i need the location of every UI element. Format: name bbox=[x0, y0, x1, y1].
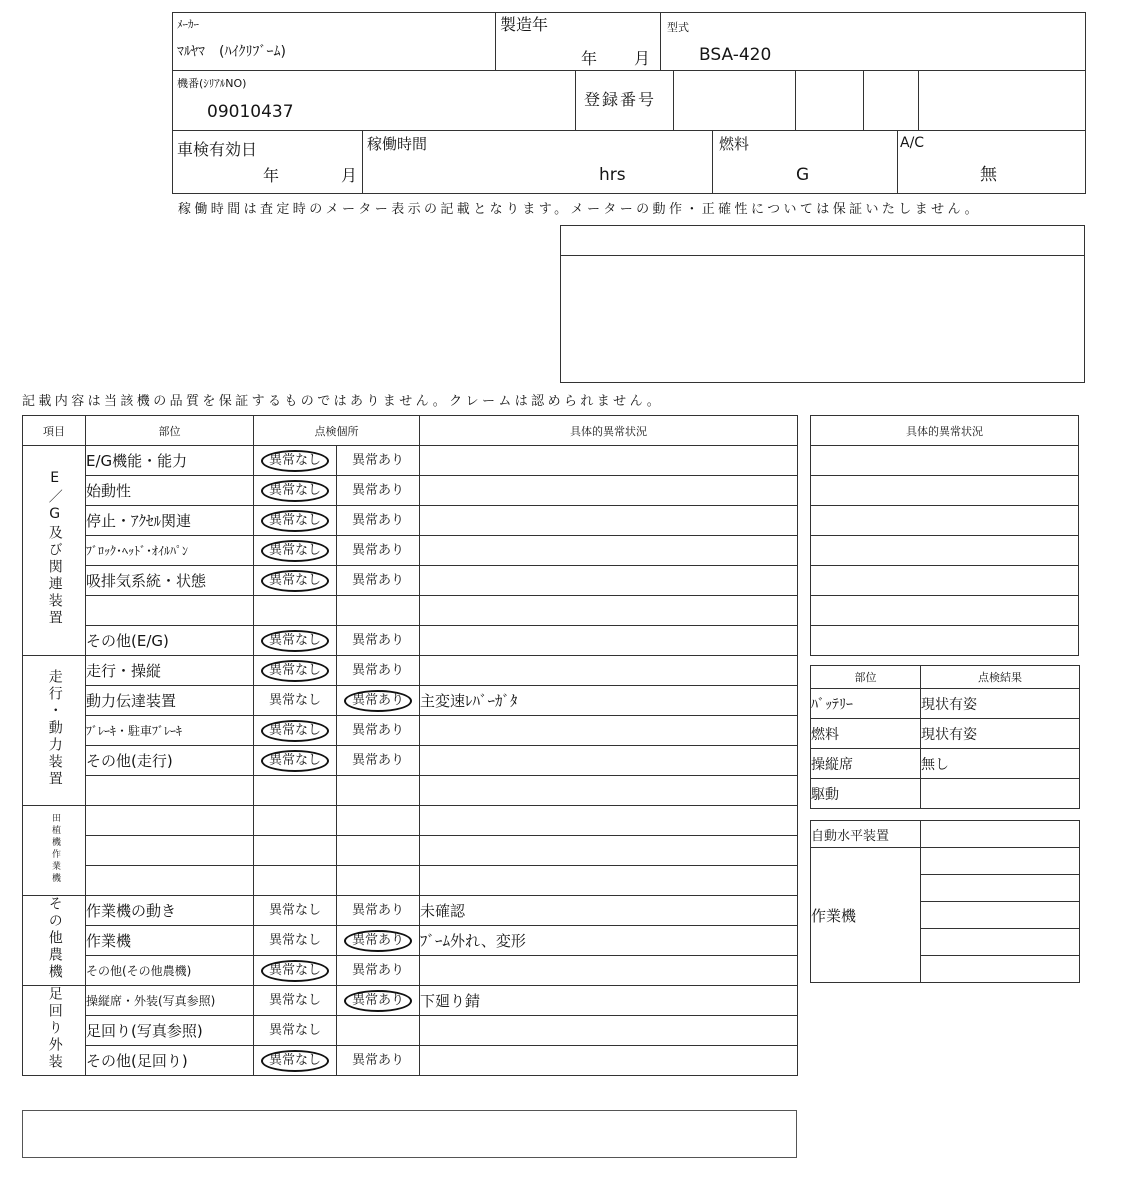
notes-box-divider bbox=[561, 255, 1084, 256]
check-results-table bbox=[810, 665, 1080, 809]
model-cell bbox=[661, 13, 1086, 71]
issue-cell bbox=[337, 896, 420, 926]
part-cell: 操縦席・外装(写真参照) bbox=[86, 986, 254, 1016]
detail-cell bbox=[420, 656, 798, 686]
header-row-2 bbox=[173, 71, 1086, 131]
auto-level-value bbox=[921, 821, 1080, 848]
part-cell: その他(その他農機) bbox=[86, 956, 254, 986]
registration-value-cell bbox=[796, 71, 864, 131]
part-cell: その他(足回り) bbox=[86, 1046, 254, 1076]
group-label-cell bbox=[23, 806, 86, 896]
issue-cell bbox=[337, 986, 420, 1016]
header-row-3 bbox=[173, 131, 1086, 194]
registration-value-cell bbox=[919, 71, 1086, 131]
inspection-table-body bbox=[23, 446, 798, 1076]
header-row-1 bbox=[173, 13, 1086, 71]
table-row bbox=[23, 716, 798, 746]
no-issue-cell bbox=[254, 506, 337, 536]
fuel-unit: G bbox=[796, 165, 810, 185]
part-cell: 動力伝達装置 bbox=[86, 686, 254, 716]
no-issue-cell bbox=[254, 626, 337, 656]
issue-cell bbox=[337, 476, 420, 506]
check-result: 現状有姿 bbox=[921, 689, 1080, 719]
work-machine-cell bbox=[921, 848, 1080, 875]
part-cell: 停止・ｱｸｾﾙ関連 bbox=[86, 506, 254, 536]
disclaimer: 記載内容は当該機の品質を保証するものではありません。クレームは認められません。 bbox=[22, 394, 664, 409]
no-issue-cell bbox=[254, 686, 337, 716]
issue-mark: 異常あり bbox=[351, 512, 404, 528]
part-cell: 作業機の動き bbox=[86, 896, 254, 926]
inspection-table-header bbox=[23, 416, 798, 446]
no-issue-cell bbox=[254, 716, 337, 746]
check-part: 駆動 bbox=[811, 779, 921, 809]
no-issue-mark: 異常なし bbox=[261, 480, 329, 502]
issue-cell bbox=[337, 656, 420, 686]
group-label: 田植機作業機 bbox=[49, 812, 60, 885]
no-issue-mark: 異常なし bbox=[268, 902, 321, 918]
table-row bbox=[23, 896, 798, 926]
no-issue-cell bbox=[254, 836, 337, 866]
issue-mark: 異常あり bbox=[351, 572, 404, 588]
manufacture-year-cell bbox=[496, 13, 661, 71]
detail-cell bbox=[420, 536, 798, 566]
inspection-year-unit: 年 bbox=[263, 166, 280, 185]
detail-cell bbox=[420, 806, 798, 836]
detail-cell bbox=[420, 626, 798, 656]
detail-cell bbox=[420, 596, 798, 626]
issue-mark: 異常あり bbox=[351, 752, 404, 768]
inspection-month-unit: 月 bbox=[341, 166, 358, 185]
issue-mark: 異常あり bbox=[351, 632, 404, 648]
issue-cell bbox=[337, 506, 420, 536]
part-cell: 吸排気系統・状態 bbox=[86, 566, 254, 596]
inspection-table bbox=[22, 415, 798, 1076]
serial-label: 機番(ｼﾘｱﾙNO) bbox=[177, 77, 247, 90]
table-row bbox=[23, 476, 798, 506]
detail-cell: ﾌﾞｰﾑ外れ、変形 bbox=[420, 926, 798, 956]
inspection-date-label: 車検有効日 bbox=[177, 140, 258, 159]
no-issue-cell bbox=[254, 446, 337, 476]
table-row bbox=[23, 986, 798, 1016]
header-item: 項目 bbox=[23, 416, 86, 446]
issue-mark: 異常あり bbox=[344, 690, 412, 712]
issue-cell bbox=[337, 626, 420, 656]
detail-cell: 下廻り錆 bbox=[420, 986, 798, 1016]
manufacture-year-label: 製造年 bbox=[500, 15, 549, 34]
detail-cell bbox=[420, 746, 798, 776]
no-issue-mark: 異常なし bbox=[261, 510, 329, 532]
issue-mark: 異常あり bbox=[351, 722, 404, 738]
no-issue-cell bbox=[254, 566, 337, 596]
work-machine-cell bbox=[921, 956, 1080, 983]
no-issue-cell bbox=[254, 536, 337, 566]
detail-cell bbox=[420, 956, 798, 986]
detail-cell bbox=[420, 1046, 798, 1076]
work-machine-table bbox=[810, 820, 1080, 983]
work-machine-cell bbox=[921, 875, 1080, 902]
part-cell: ﾌﾞﾚｰｷ・駐車ﾌﾞﾚｰｷ bbox=[86, 716, 254, 746]
check-results-header-part: 部位 bbox=[811, 666, 921, 689]
manufacture-month-unit: 月 bbox=[634, 49, 651, 68]
issue-cell bbox=[337, 926, 420, 956]
detail-cell bbox=[420, 866, 798, 896]
issue-mark: 異常あり bbox=[351, 1052, 404, 1068]
side-detail-cell bbox=[811, 506, 1079, 536]
detail-cell bbox=[420, 476, 798, 506]
side-detail-cell bbox=[811, 566, 1079, 596]
group-label: その他農機 bbox=[46, 896, 63, 981]
issue-cell bbox=[337, 746, 420, 776]
check-result: 無し bbox=[921, 749, 1080, 779]
no-issue-mark: 異常なし bbox=[261, 540, 329, 562]
check-results-header-result: 点検結果 bbox=[921, 666, 1080, 689]
side-detail-header: 具体的異常状況 bbox=[811, 416, 1079, 446]
no-issue-cell bbox=[254, 596, 337, 626]
no-issue-mark: 異常なし bbox=[268, 932, 321, 948]
check-result bbox=[921, 779, 1080, 809]
no-issue-cell bbox=[254, 476, 337, 506]
table-row bbox=[23, 656, 798, 686]
table-row bbox=[23, 866, 798, 896]
fuel-label: 燃料 bbox=[719, 135, 750, 153]
side-detail-cell bbox=[811, 536, 1079, 566]
issue-cell bbox=[337, 566, 420, 596]
check-part: 燃料 bbox=[811, 719, 921, 749]
work-machine-cell bbox=[921, 902, 1080, 929]
issue-mark: 異常あり bbox=[351, 482, 404, 498]
operating-hours-label: 稼働時間 bbox=[367, 135, 428, 153]
side-detail-cell bbox=[811, 476, 1079, 506]
manufacture-year-unit: 年 bbox=[581, 49, 598, 68]
serial-value: 09010437 bbox=[207, 102, 294, 122]
operating-hours-unit: hrs bbox=[599, 165, 626, 185]
no-issue-mark: 異常なし bbox=[268, 992, 321, 1008]
work-machine-label: 作業機 bbox=[811, 848, 921, 983]
work-machine-cell bbox=[921, 929, 1080, 956]
serial-cell bbox=[173, 71, 576, 131]
no-issue-mark: 異常なし bbox=[261, 660, 329, 682]
ac-value: 無 bbox=[980, 165, 997, 185]
part-cell bbox=[86, 596, 254, 626]
table-row bbox=[23, 746, 798, 776]
registration-value-cell bbox=[674, 71, 796, 131]
table-row bbox=[23, 956, 798, 986]
part-cell: 始動性 bbox=[86, 476, 254, 506]
table-row bbox=[23, 566, 798, 596]
group-label-cell bbox=[23, 896, 86, 986]
part-cell: E/G機能・能力 bbox=[86, 446, 254, 476]
no-issue-cell bbox=[254, 986, 337, 1016]
table-row bbox=[23, 596, 798, 626]
side-detail-cell bbox=[811, 626, 1079, 656]
group-label: 足回り外装 bbox=[46, 986, 63, 1071]
table-row bbox=[23, 1046, 798, 1076]
issue-cell bbox=[337, 686, 420, 716]
maker-label: ﾒｰｶｰ bbox=[177, 18, 199, 31]
table-row bbox=[23, 926, 798, 956]
machine-info-header bbox=[172, 12, 1086, 194]
part-cell: ﾌﾞﾛｯｸ･ﾍｯﾄﾞ･ｵｲﾙﾊﾟﾝ bbox=[86, 536, 254, 566]
no-issue-cell bbox=[254, 866, 337, 896]
no-issue-cell bbox=[254, 896, 337, 926]
issue-cell bbox=[337, 1046, 420, 1076]
no-issue-cell bbox=[254, 1016, 337, 1046]
inspection-date-cell bbox=[173, 131, 363, 194]
part-cell: 足回り(写真参照) bbox=[86, 1016, 254, 1046]
header-part: 部位 bbox=[86, 416, 254, 446]
no-issue-cell bbox=[254, 1046, 337, 1076]
group-label-cell bbox=[23, 656, 86, 806]
registration-label-cell bbox=[576, 71, 674, 131]
table-row bbox=[23, 776, 798, 806]
issue-cell bbox=[337, 776, 420, 806]
no-issue-mark: 異常なし bbox=[261, 570, 329, 592]
table-row bbox=[23, 536, 798, 566]
part-cell bbox=[86, 806, 254, 836]
issue-mark: 異常あり bbox=[351, 962, 404, 978]
issue-mark: 異常あり bbox=[344, 930, 412, 952]
part-cell: その他(走行) bbox=[86, 746, 254, 776]
table-row bbox=[23, 686, 798, 716]
issue-cell bbox=[337, 1016, 420, 1046]
table-row bbox=[23, 446, 798, 476]
part-cell bbox=[86, 836, 254, 866]
group-label-cell bbox=[23, 986, 86, 1076]
notes-box bbox=[560, 225, 1085, 383]
table-row bbox=[23, 836, 798, 866]
detail-cell: 未確認 bbox=[420, 896, 798, 926]
issue-cell bbox=[337, 836, 420, 866]
issue-cell bbox=[337, 596, 420, 626]
part-cell: 作業機 bbox=[86, 926, 254, 956]
side-detail-table bbox=[810, 415, 1079, 656]
detail-cell bbox=[420, 446, 798, 476]
check-part: 操縦席 bbox=[811, 749, 921, 779]
issue-mark: 異常あり bbox=[351, 452, 404, 468]
maker-cell bbox=[173, 13, 496, 71]
auto-level-label: 自動水平装置 bbox=[811, 821, 921, 848]
side-detail-cell bbox=[811, 596, 1079, 626]
issue-mark: 異常あり bbox=[351, 542, 404, 558]
part-cell bbox=[86, 866, 254, 896]
no-issue-mark: 異常なし bbox=[261, 450, 329, 472]
no-issue-cell bbox=[254, 926, 337, 956]
check-part: ﾊﾞｯﾃﾘｰ bbox=[811, 689, 921, 719]
group-label: 走行・動力装置 bbox=[46, 669, 63, 788]
detail-cell bbox=[420, 836, 798, 866]
check-result: 現状有姿 bbox=[921, 719, 1080, 749]
issue-mark: 異常あり bbox=[351, 902, 404, 918]
no-issue-cell bbox=[254, 776, 337, 806]
no-issue-mark: 異常なし bbox=[261, 1050, 329, 1072]
detail-cell bbox=[420, 776, 798, 806]
table-row bbox=[23, 806, 798, 836]
registration-value-cell bbox=[864, 71, 919, 131]
no-issue-cell bbox=[254, 656, 337, 686]
table-row bbox=[23, 506, 798, 536]
issue-cell bbox=[337, 956, 420, 986]
group-label-cell bbox=[23, 446, 86, 656]
part-cell: その他(E/G) bbox=[86, 626, 254, 656]
part-cell bbox=[86, 776, 254, 806]
issue-mark: 異常あり bbox=[344, 990, 412, 1012]
no-issue-cell bbox=[254, 956, 337, 986]
issue-cell bbox=[337, 866, 420, 896]
side-detail-cell bbox=[811, 446, 1079, 476]
detail-cell: 主変速ﾚﾊﾞｰｶﾞﾀ bbox=[420, 686, 798, 716]
part-cell: 走行・操縦 bbox=[86, 656, 254, 686]
no-issue-mark: 異常なし bbox=[261, 750, 329, 772]
no-issue-mark: 異常なし bbox=[268, 1022, 321, 1038]
model-label: 型式 bbox=[667, 21, 689, 34]
no-issue-mark: 異常なし bbox=[261, 960, 329, 982]
header-check-point: 点検個所 bbox=[254, 416, 420, 446]
remarks-box bbox=[22, 1110, 797, 1158]
registration-label: 登録番号 bbox=[584, 90, 657, 109]
table-row bbox=[23, 626, 798, 656]
ac-cell bbox=[898, 131, 1086, 194]
table-row bbox=[23, 1016, 798, 1046]
issue-cell bbox=[337, 806, 420, 836]
operating-hours-cell bbox=[363, 131, 713, 194]
detail-cell bbox=[420, 716, 798, 746]
issue-cell bbox=[337, 536, 420, 566]
no-issue-mark: 異常なし bbox=[261, 630, 329, 652]
group-label: E／G及び関連装置 bbox=[46, 470, 63, 627]
header-detail: 具体的異常状況 bbox=[420, 416, 798, 446]
no-issue-cell bbox=[254, 746, 337, 776]
maker-value: ﾏﾙﾔﾏ (ﾊｲｸﾘﾌﾞｰﾑ) bbox=[177, 44, 286, 60]
model-value: BSA-420 bbox=[699, 45, 772, 65]
fuel-cell bbox=[713, 131, 898, 194]
issue-mark: 異常あり bbox=[351, 662, 404, 678]
ac-label: A/C bbox=[900, 135, 925, 151]
no-issue-mark: 異常なし bbox=[261, 720, 329, 742]
detail-cell bbox=[420, 506, 798, 536]
detail-cell bbox=[420, 1016, 798, 1046]
hours-note: 稼働時間は査定時のメーター表示の記載となります。メーターの動作・正確性については保証いたしません。 bbox=[178, 202, 982, 217]
issue-cell bbox=[337, 716, 420, 746]
no-issue-mark: 異常なし bbox=[268, 692, 321, 708]
issue-cell bbox=[337, 446, 420, 476]
detail-cell bbox=[420, 566, 798, 596]
no-issue-cell bbox=[254, 806, 337, 836]
